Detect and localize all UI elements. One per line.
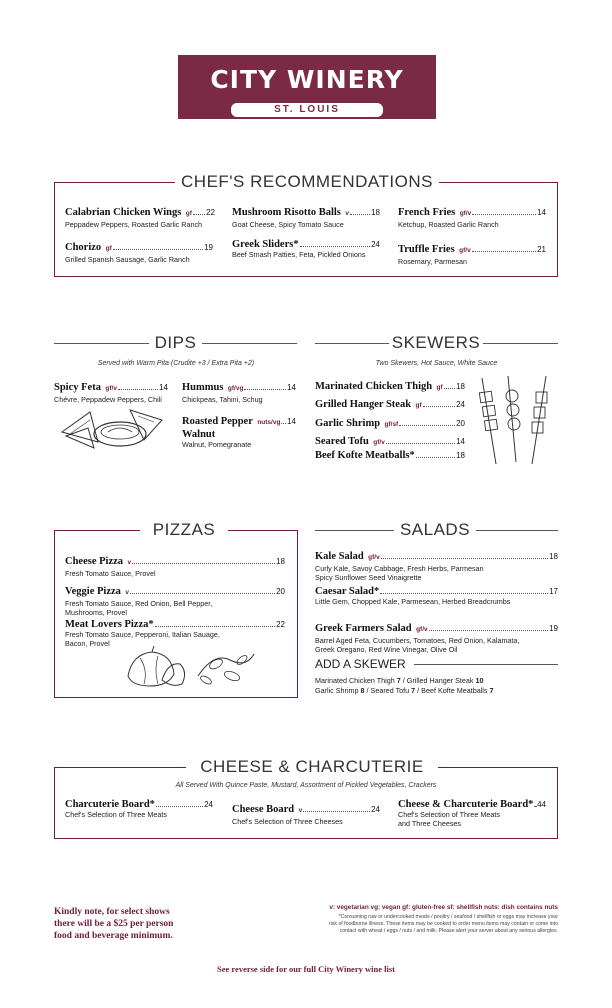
item-tag: gf/v — [368, 554, 380, 561]
item-name: Meat Lovers Pizza* — [65, 619, 154, 630]
item-desc: Grilled Spanish Sausage, Garlic Ranch — [65, 255, 190, 264]
item-desc: Fresh Tomato Sauce, Pepperoni, Italian Sauage, — [65, 630, 220, 639]
item-tag: gf — [415, 402, 422, 409]
menu-item — [398, 202, 546, 229]
item-desc: Walnut, Pomegranate — [182, 440, 252, 449]
item-price: 22 — [206, 208, 215, 217]
item-price: 19 — [549, 624, 558, 633]
item-price: 17 — [549, 587, 558, 596]
item-name: Charcuterie Board* — [65, 799, 155, 810]
add-skewer-heading: ADD A SKEWER — [315, 657, 412, 671]
menu-item — [232, 202, 380, 229]
item-tag: v — [127, 559, 132, 566]
item-desc: Ketchup, Roasted Garlic Ranch — [398, 220, 499, 229]
item-name: Hummus — [182, 382, 224, 393]
addon-name: / Beef Kofte Meatballs — [415, 686, 488, 695]
skewer-illustration — [474, 372, 556, 466]
item-price: 18 — [371, 208, 380, 217]
dip-illustration — [60, 402, 166, 450]
add-skewer-line2 — [315, 686, 558, 695]
salads-heading: SALADS — [394, 520, 476, 540]
menu-item — [65, 619, 285, 648]
item-desc: Curly Kale, Savoy Cabbage, Fresh Herbs, Parmesan — [315, 564, 484, 573]
menu-item — [315, 546, 558, 582]
item-price: 18 — [549, 552, 558, 561]
addon-price: 10 — [475, 676, 484, 685]
item-price: 14 — [287, 417, 296, 426]
item-name: Chorizo — [65, 242, 102, 253]
item-tag: gf/sf — [384, 421, 399, 428]
menu-item — [65, 202, 215, 229]
note-line: food and beverage minimum. — [54, 931, 173, 941]
disclaimer-line: *Consuming raw or undercooked meats / poultry / seafood / shellfish or eggs may increase your — [338, 914, 558, 920]
item-name: Greek Farmers Salad — [315, 623, 412, 634]
item-tag: v — [345, 210, 349, 217]
menu-item — [65, 237, 213, 264]
item-desc: Rosemary, Parmesan — [398, 257, 467, 266]
menu-item — [54, 377, 168, 404]
item-price: 19 — [204, 243, 213, 252]
menu-item — [182, 377, 296, 404]
item-desc: Beef Smash Patties, Feta, Pickled Onions — [232, 250, 366, 259]
item-tag: gf — [105, 245, 112, 252]
item-name: Spicy Feta — [54, 382, 101, 393]
minimum-note — [54, 906, 204, 942]
item-desc: Bacon, Provel — [65, 639, 110, 648]
item-desc: Greek Oregano, Red Wine Vinegar, Olive Oil — [315, 645, 458, 654]
menu-item — [65, 581, 285, 617]
dips-heading: DIPS — [149, 333, 202, 353]
item-tag: gf/v — [373, 439, 385, 446]
list-item — [315, 394, 465, 413]
item-desc: Peppadew Peppers, Roasted Garlic Ranch — [65, 220, 203, 229]
item-desc: Chickpeas, Tahini, Schug — [182, 395, 263, 404]
item-name: Marinated Chicken Thigh — [315, 381, 433, 392]
cheese-heading: CHEESE & CHARCUTERIE — [186, 757, 438, 777]
list-item — [315, 413, 465, 431]
item-tag: v — [125, 589, 129, 596]
item-name: Caesar Salad* — [315, 586, 380, 597]
item-tag: nuts/vg — [257, 419, 281, 426]
item-price: 14 — [537, 208, 546, 217]
item-tag: gf/v — [459, 210, 472, 217]
chefs-heading: CHEF'S RECOMMENDATIONS — [175, 172, 439, 192]
item-desc: Chef's Selection of Three Cheeses — [232, 817, 343, 826]
item-tag: v — [298, 807, 303, 814]
addon-name: Marinated Chicken Thigh — [315, 676, 395, 685]
cheese-subtitle: All Served With Quince Paste, Mustard, Assortment of Pickled Vegetables, Crackers — [175, 782, 437, 789]
pizzas-heading: PIZZAS — [140, 520, 228, 540]
item-name-line2: Walnut — [182, 429, 216, 440]
item-name: Cheese & Charcuterie Board* — [398, 799, 534, 810]
item-name: Roasted Pepper — [182, 416, 253, 427]
item-name: Veggie Pizza — [65, 586, 121, 597]
item-tag: gf — [436, 384, 443, 391]
item-desc: Chef's Selection of Three Meats — [398, 810, 500, 819]
item-name: Garlic Shrimp — [315, 418, 381, 429]
item-price: 18 — [276, 557, 285, 566]
addon-price: 8 — [360, 686, 365, 695]
disclaimer-line: contact with wheat / eggs / nuts / and milk. Please alert your server about any serious allergies. — [339, 928, 558, 934]
addon-price: 7 — [396, 676, 401, 685]
item-price: 24 — [371, 240, 380, 249]
skewer-list — [315, 376, 465, 468]
item-name: French Fries — [398, 207, 456, 218]
skewers-heading: SKEWERS — [389, 333, 483, 353]
item-name: Beef Kofte Meatballs* — [315, 450, 415, 461]
note-line: there will be a $25 per person — [54, 919, 174, 929]
item-tag: gf/vg — [227, 385, 244, 392]
item-price: 14 — [287, 383, 296, 392]
logo — [178, 55, 436, 119]
skewers-subtitle: Two Skewers, Hot Sauce, White Sauce — [375, 360, 498, 367]
item-desc: Goat Cheese, Spicy Tomato Sauce — [232, 220, 344, 229]
menu-item — [315, 618, 558, 654]
item-name: Truffle Fries — [398, 244, 455, 255]
menu-item — [65, 551, 285, 578]
item-name: Grilled Hanger Steak — [315, 399, 412, 410]
menu-item — [232, 799, 380, 826]
item-price: 22 — [276, 620, 285, 629]
item-desc: Mushrooms, Provel — [65, 608, 127, 617]
wine-list-note: See reverse side for our full City Winery wine list — [217, 964, 395, 974]
item-price: 24 — [456, 400, 465, 409]
item-tag: gf/v — [105, 385, 117, 392]
item-desc: Spicy Sunflower Seed Vinaigrette — [315, 573, 422, 582]
addon-price: 7 — [489, 686, 494, 695]
item-tag: gf — [185, 210, 192, 217]
item-tag: gf/v — [459, 247, 471, 254]
item-price: 18 — [456, 382, 465, 391]
menu-item — [398, 239, 546, 266]
item-desc: Barrel Aged Feta, Cucumbers, Tomatoes, Red Onion, Kalamata, — [315, 636, 520, 645]
allergy-disclaimer — [300, 914, 558, 935]
dips-subtitle: Served with Warm Pita (Crudite +3 / Extra Pita +2) — [97, 360, 255, 367]
list-item — [315, 376, 465, 394]
item-price: 44 — [537, 800, 546, 809]
item-name: Seared Tofu — [315, 436, 369, 447]
item-price: 20 — [456, 419, 465, 428]
item-desc: Fresh Tomato Sauce, Provel — [65, 569, 156, 578]
item-desc: Little Gem, Chopped Kale, Parmesean, Herbed Breadcrumbs — [315, 597, 511, 606]
logo-subtitle: ST. LOUIS — [230, 102, 384, 118]
addon-name: Garlic Shrimp — [315, 686, 359, 695]
disclaimer-line: risk of foodborne illness. These items may be cooked to order menu items may contain or come into — [328, 921, 558, 927]
menu-item — [182, 411, 296, 449]
add-skewer-line1 — [315, 676, 558, 685]
item-price: 18 — [456, 451, 465, 460]
addon-name: / Seared Tofu — [364, 686, 410, 695]
menu-item — [65, 799, 213, 819]
item-name: Greek Sliders* — [232, 239, 299, 250]
logo-title: CITY WINERY — [210, 65, 404, 94]
item-desc: Fresh Tomato Sauce, Red Onion, Bell Pepper, — [65, 599, 213, 608]
item-desc: Chef's Selection of Three Meats — [65, 810, 167, 819]
item-name: Kale Salad — [315, 551, 364, 562]
dietary-legend: v: vegetarian vg: vegan gf: gluten-free sf: shellfish nuts: dish contains nuts — [329, 904, 558, 911]
item-price: 24 — [204, 800, 213, 809]
item-price: 24 — [371, 805, 380, 814]
note-line: Kindly note, for select shows — [54, 907, 170, 917]
item-name: Cheese Board — [232, 804, 295, 815]
addon-name: / Grilled Hanger Steak — [400, 676, 474, 685]
menu-item — [398, 799, 546, 828]
list-item — [315, 450, 465, 468]
menu-item — [315, 586, 558, 606]
item-desc: Chévre, Peppadew Peppers, Chili — [54, 395, 162, 404]
item-name: Cheese Pizza — [65, 556, 124, 567]
addon-price: 7 — [411, 686, 416, 695]
item-price: 21 — [537, 245, 546, 254]
item-price: 20 — [276, 587, 285, 596]
item-price: 14 — [159, 383, 168, 392]
menu-item — [232, 239, 380, 259]
garlic-illustration — [118, 646, 258, 690]
list-item — [315, 431, 465, 450]
item-name: Mushroom Risotto Balls — [232, 207, 341, 218]
item-name: Calabrian Chicken Wings — [65, 207, 182, 218]
item-price: 14 — [456, 437, 465, 446]
item-tag: gf/v — [416, 626, 428, 633]
item-desc: and Three Cheeses — [398, 819, 461, 828]
